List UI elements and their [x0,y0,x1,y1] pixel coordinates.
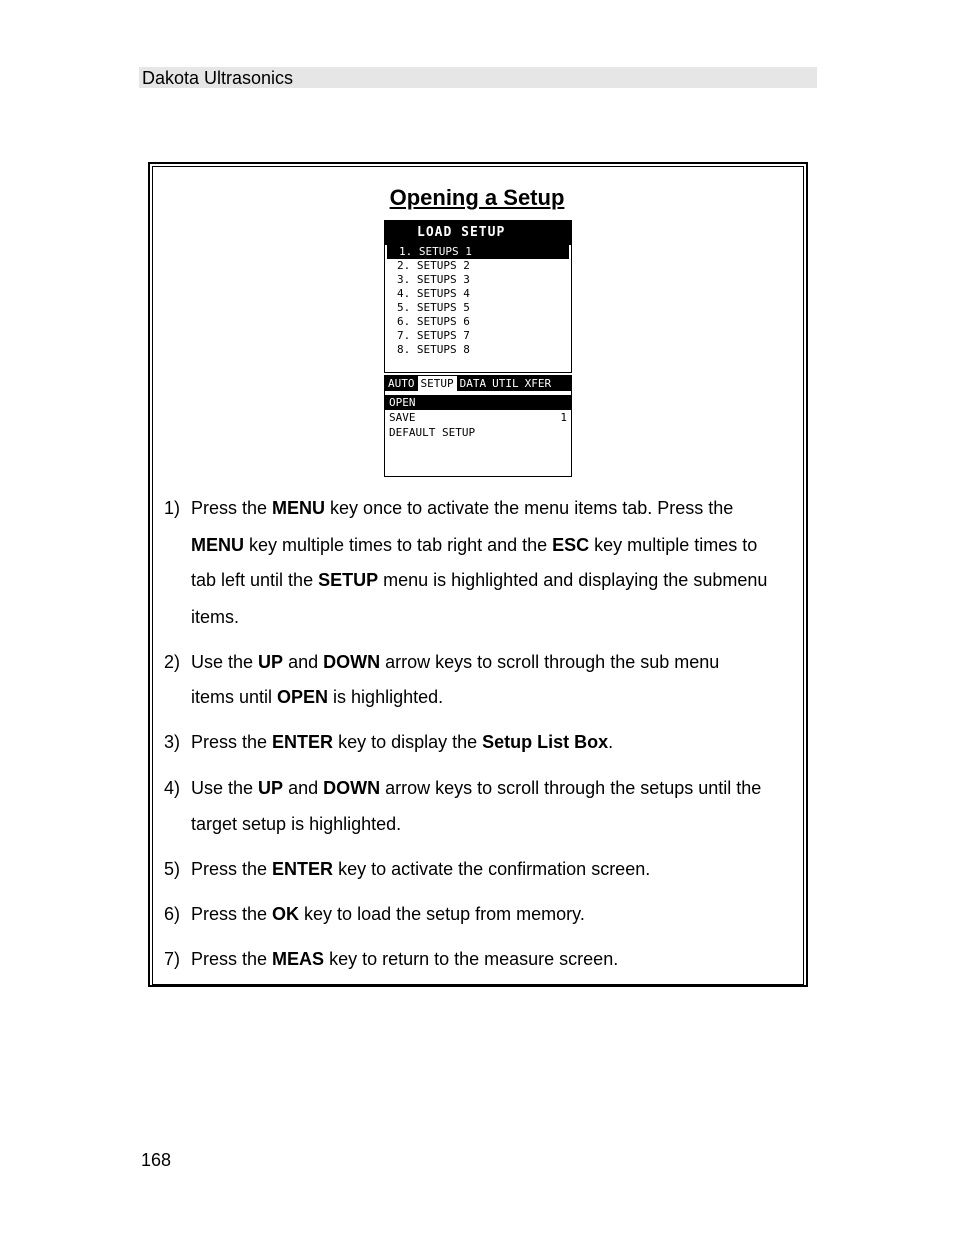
setup-list-item: 5. SETUPS 5 [397,301,470,314]
setup-list-item: 6. SETUPS 6 [397,315,470,328]
tab-setup: SETUP [418,376,457,391]
setup-list-item: 1. SETUPS 1 [387,245,569,259]
setup-list-item: 8. SETUPS 8 [397,343,470,356]
setup-menu-screen [384,375,572,477]
tab-xfer: XFER [524,377,552,390]
page-number: 168 [141,1150,172,1170]
page-header [139,67,817,88]
setup-list-item: 3. SETUPS 3 [397,273,470,286]
company-name: Dakota Ultrasonics [142,68,294,88]
tab-auto: AUTO [388,377,415,390]
load-setup-title: LOAD SETUP [385,221,571,245]
tab-util: UTIL [492,377,519,390]
setup-list-item: 2. SETUPS 2 [397,259,470,272]
section-title: Opening a Setup [389,185,565,210]
menu-item-default-setup: DEFAULT SETUP [389,426,476,439]
menu-item-save: SAVE 1 [389,411,567,424]
setup-list-item: 7. SETUPS 7 [397,329,470,342]
tab-data: DATA [459,377,487,390]
load-setup-screen [384,220,572,373]
menu-tabs [385,376,571,391]
menu-item-open: OPEN [385,395,571,410]
setup-list-item: 4. SETUPS 4 [397,287,470,300]
